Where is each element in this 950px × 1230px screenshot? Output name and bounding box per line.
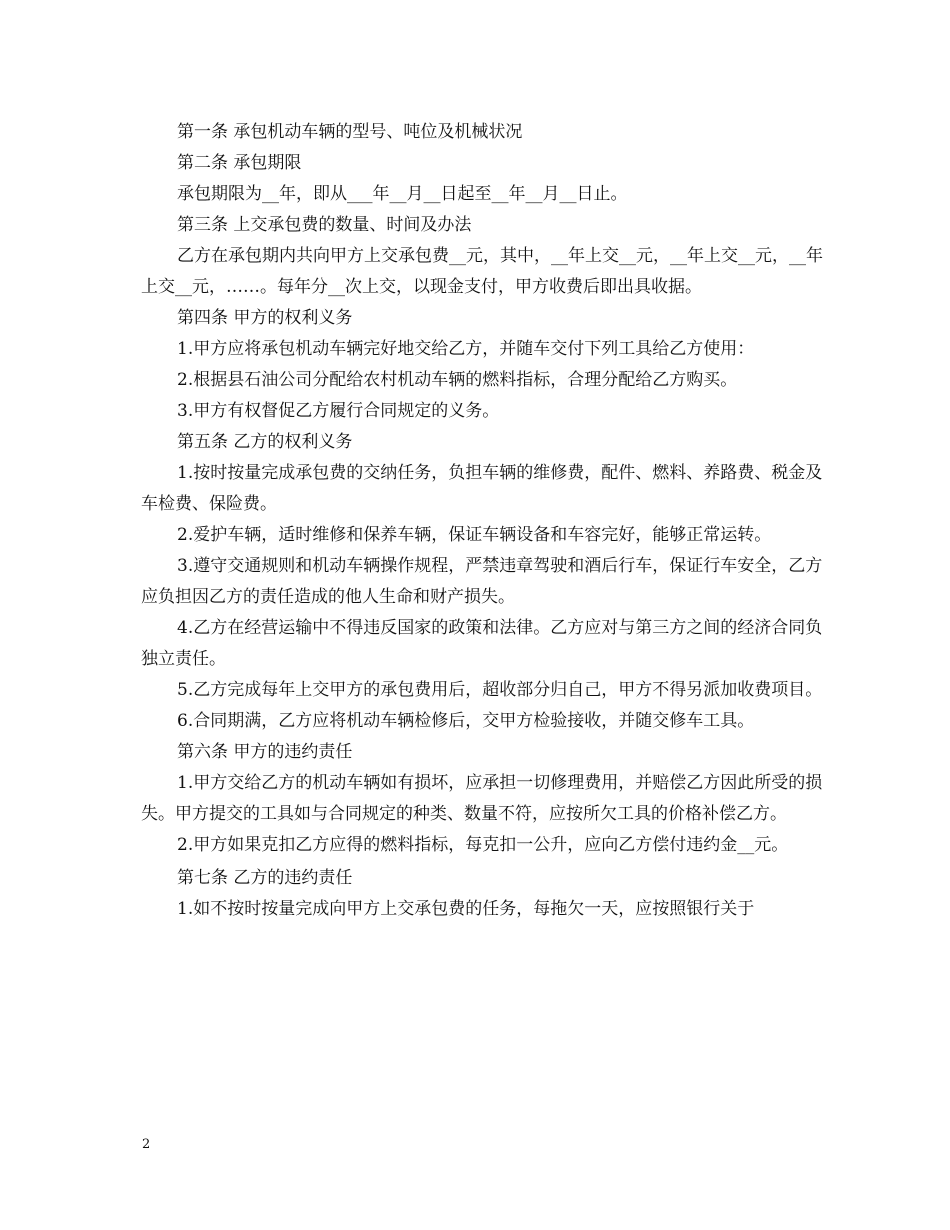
article-1-heading: 第一条 承包机动车辆的型号、吨位及机械状况 [177, 122, 523, 142]
page-number: 2 [142, 1137, 151, 1152]
party-b-duty-2: 2.爱护车辆，适时维修和保养车辆，保证车辆设备和车容完好，能够正常运转。 [177, 525, 772, 545]
party-a-liability-2: 2.甲方如果克扣乙方应得的燃料指标，每克扣一公升，应向乙方偿付违约金__元。 [177, 835, 789, 855]
article-5-heading: 第五条 乙方的权利义务 [177, 432, 353, 452]
contract-term-paragraph: 承包期限为__年，即从___年__月__日起至__年__月__日止。 [177, 184, 628, 204]
party-b-duty-5: 5.乙方完成每年上交甲方的承包费用后，超收部分归自己，甲方不得另派加收费项目。 [177, 680, 823, 700]
article-3-heading: 第三条 上交承包费的数量、时间及办法 [177, 215, 472, 235]
party-a-liability-1: 1.甲方交给乙方的机动车辆如有损坏，应承担一切修理费用，并赔偿乙方因此所受的损失。甲方提交的工具如与合同规定的种类、数量不符，应按所欠工具的价格补偿乙方。 [141, 773, 823, 824]
party-a-duty-3: 3.甲方有权督促乙方履行合同规定的义务。 [177, 401, 500, 421]
party-a-duty-2: 2.根据县石油公司分配给农村机动车辆的燃料指标，合理分配给乙方购买。 [177, 370, 738, 390]
article-2-heading: 第二条 承包期限 [177, 153, 302, 173]
party-a-duty-1: 1.甲方应将承包机动车辆完好地交给乙方，并随车交付下列工具给乙方使用： [177, 339, 755, 359]
party-b-duty-1: 1.按时按量完成承包费的交纳任务，负担车辆的维修费，配件、燃料、养路费、税金及车检费、保险费。 [141, 463, 823, 514]
party-b-duty-6: 6.合同期满，乙方应将机动车辆检修后，交甲方检验接收，并随交修车工具。 [177, 711, 755, 731]
article-4-heading: 第四条 甲方的权利义务 [177, 308, 353, 328]
party-b-liability-1: 1.如不按时按量完成向甲方上交承包费的任务，每拖欠一天，应按照银行关于 [177, 899, 755, 919]
document-body [141, 117, 831, 925]
article-6-heading: 第六条 甲方的违约责任 [177, 742, 353, 762]
article-7-heading: 第七条 乙方的违约责任 [177, 868, 353, 888]
party-b-duty-3: 3.遵守交通规则和机动车辆操作规程，严禁违章驾驶和酒后行车，保证行车安全，乙方应负担因乙方的责任造成的他人生命和财产损失。 [141, 556, 823, 607]
party-b-duty-4: 4.乙方在经营运输中不得违反国家的政策和法律。乙方应对与第三方之间的经济合同负独立责任。 [141, 618, 823, 669]
payment-paragraph: 乙方在承包期内共向甲方上交承包费__元，其中，__年上交__元，__年上交__元，__年上交__元，……。每年分__次上交，以现金支付，甲方收费后即出具收据。 [141, 246, 823, 297]
